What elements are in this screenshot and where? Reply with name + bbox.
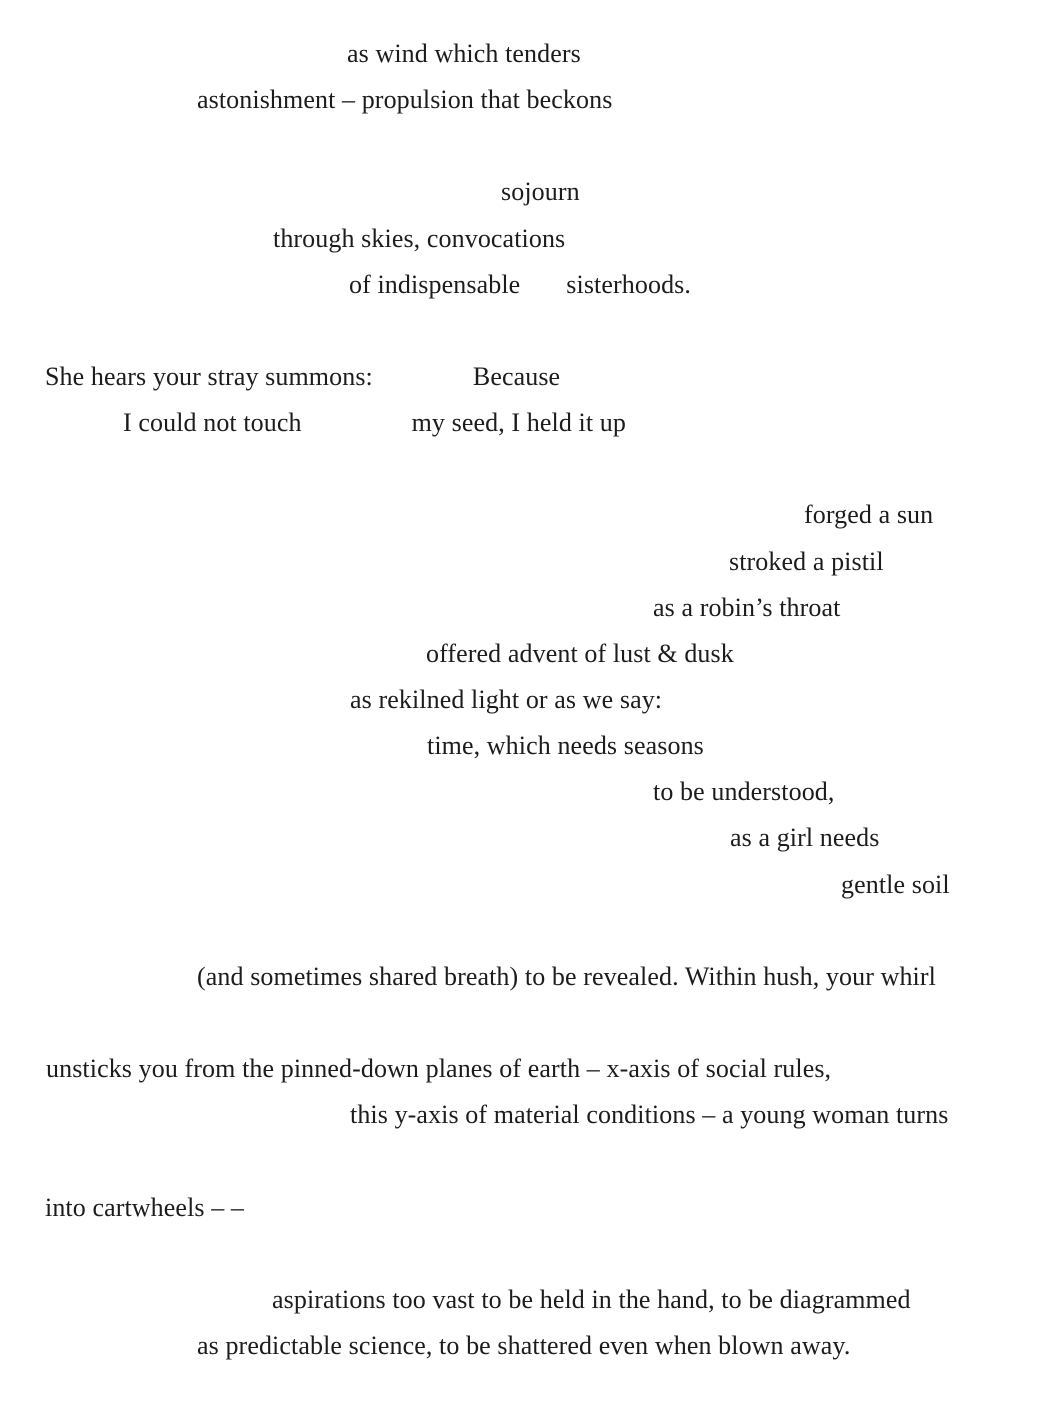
poem-text-segment: time, which needs seasons: [427, 731, 704, 761]
poem-text-segment: as wind which tenders: [347, 39, 581, 68]
poem-line: [0, 262, 1050, 308]
poem-text-segment: this y-axis of material conditions – a young woman turns: [350, 1100, 949, 1130]
poem-line: [0, 169, 1050, 215]
poem-line: [0, 539, 1050, 585]
poem-blank-line: [0, 1231, 1050, 1277]
poem-line: [0, 769, 1050, 815]
poem-text-segment: I could not touch: [123, 408, 302, 438]
poem-line: [0, 723, 1050, 769]
poem-text-segment: forged a sun: [804, 500, 934, 530]
poem-line: [0, 631, 1050, 677]
poem-text-segment: into cartwheels – –: [45, 1192, 245, 1222]
poem-line: [0, 77, 1050, 123]
poem-line: [0, 1046, 1050, 1092]
poem-line: [0, 400, 1050, 446]
poem-line: [0, 354, 1050, 400]
poem-text-segment: aspirations too vast to be held in the hand, to be diagrammed: [272, 1284, 911, 1314]
poem-line: [0, 862, 1050, 908]
poem-blank-line: [0, 1000, 1050, 1046]
poem-text-segment: of indispensable: [349, 269, 521, 299]
poem-text-segment: unsticks you from the pinned-down planes of earth – x-axis of social rules,: [46, 1054, 832, 1084]
poem-line: [0, 31, 1050, 77]
poem-blank-line: [0, 908, 1050, 954]
poem-text-segment: (and sometimes shared breath) to be revealed. Within hush, your whirl: [197, 961, 936, 991]
poem-line: [0, 1185, 1050, 1231]
poem-text-segment: She hears your stray summons:: [45, 361, 373, 391]
poem-text-segment: as predictable science, to be shattered even when blown away.: [197, 1330, 851, 1360]
poem-line: [0, 216, 1050, 262]
poem-line: [0, 1092, 1050, 1138]
poem-text-segment: through skies, convocations: [273, 223, 566, 253]
tab-spacer: [302, 430, 412, 431]
poem-text-segment: gentle soil: [841, 869, 950, 899]
poem-text-segment: to be understood,: [653, 777, 835, 807]
poem: [0, 31, 1050, 1369]
tab-spacer: [373, 384, 473, 385]
tab-spacer: [520, 292, 566, 293]
poem-blank-line: [0, 308, 1050, 354]
poem-line: [0, 954, 1050, 1000]
poem-line: [0, 492, 1050, 538]
poem-text-segment: stroked a pistil: [729, 546, 884, 576]
poem-text-segment: sisterhoods.: [566, 269, 691, 299]
poem-line: [0, 1277, 1050, 1323]
poem-text-segment: sojourn: [501, 177, 580, 207]
poem-line: [0, 815, 1050, 861]
poem-blank-line: [0, 123, 1050, 169]
poem-text-segment: offered advent of lust & dusk: [426, 638, 734, 668]
poem-text-segment: Because: [472, 361, 561, 391]
poem-line: [0, 1323, 1050, 1369]
poem-text-segment: as a girl needs: [730, 823, 880, 853]
poem-text-segment: astonishment – propulsion that beckons: [197, 85, 613, 115]
poem-blank-line: [0, 446, 1050, 492]
poem-text-segment: my seed, I held it up: [411, 408, 627, 438]
poem-line: [0, 585, 1050, 631]
poem-text-segment: as a robin’s throat: [653, 592, 841, 622]
poem-line: [0, 677, 1050, 723]
poem-blank-line: [0, 1138, 1050, 1184]
poem-text-segment: as rekilned light or as we say:: [350, 684, 663, 714]
